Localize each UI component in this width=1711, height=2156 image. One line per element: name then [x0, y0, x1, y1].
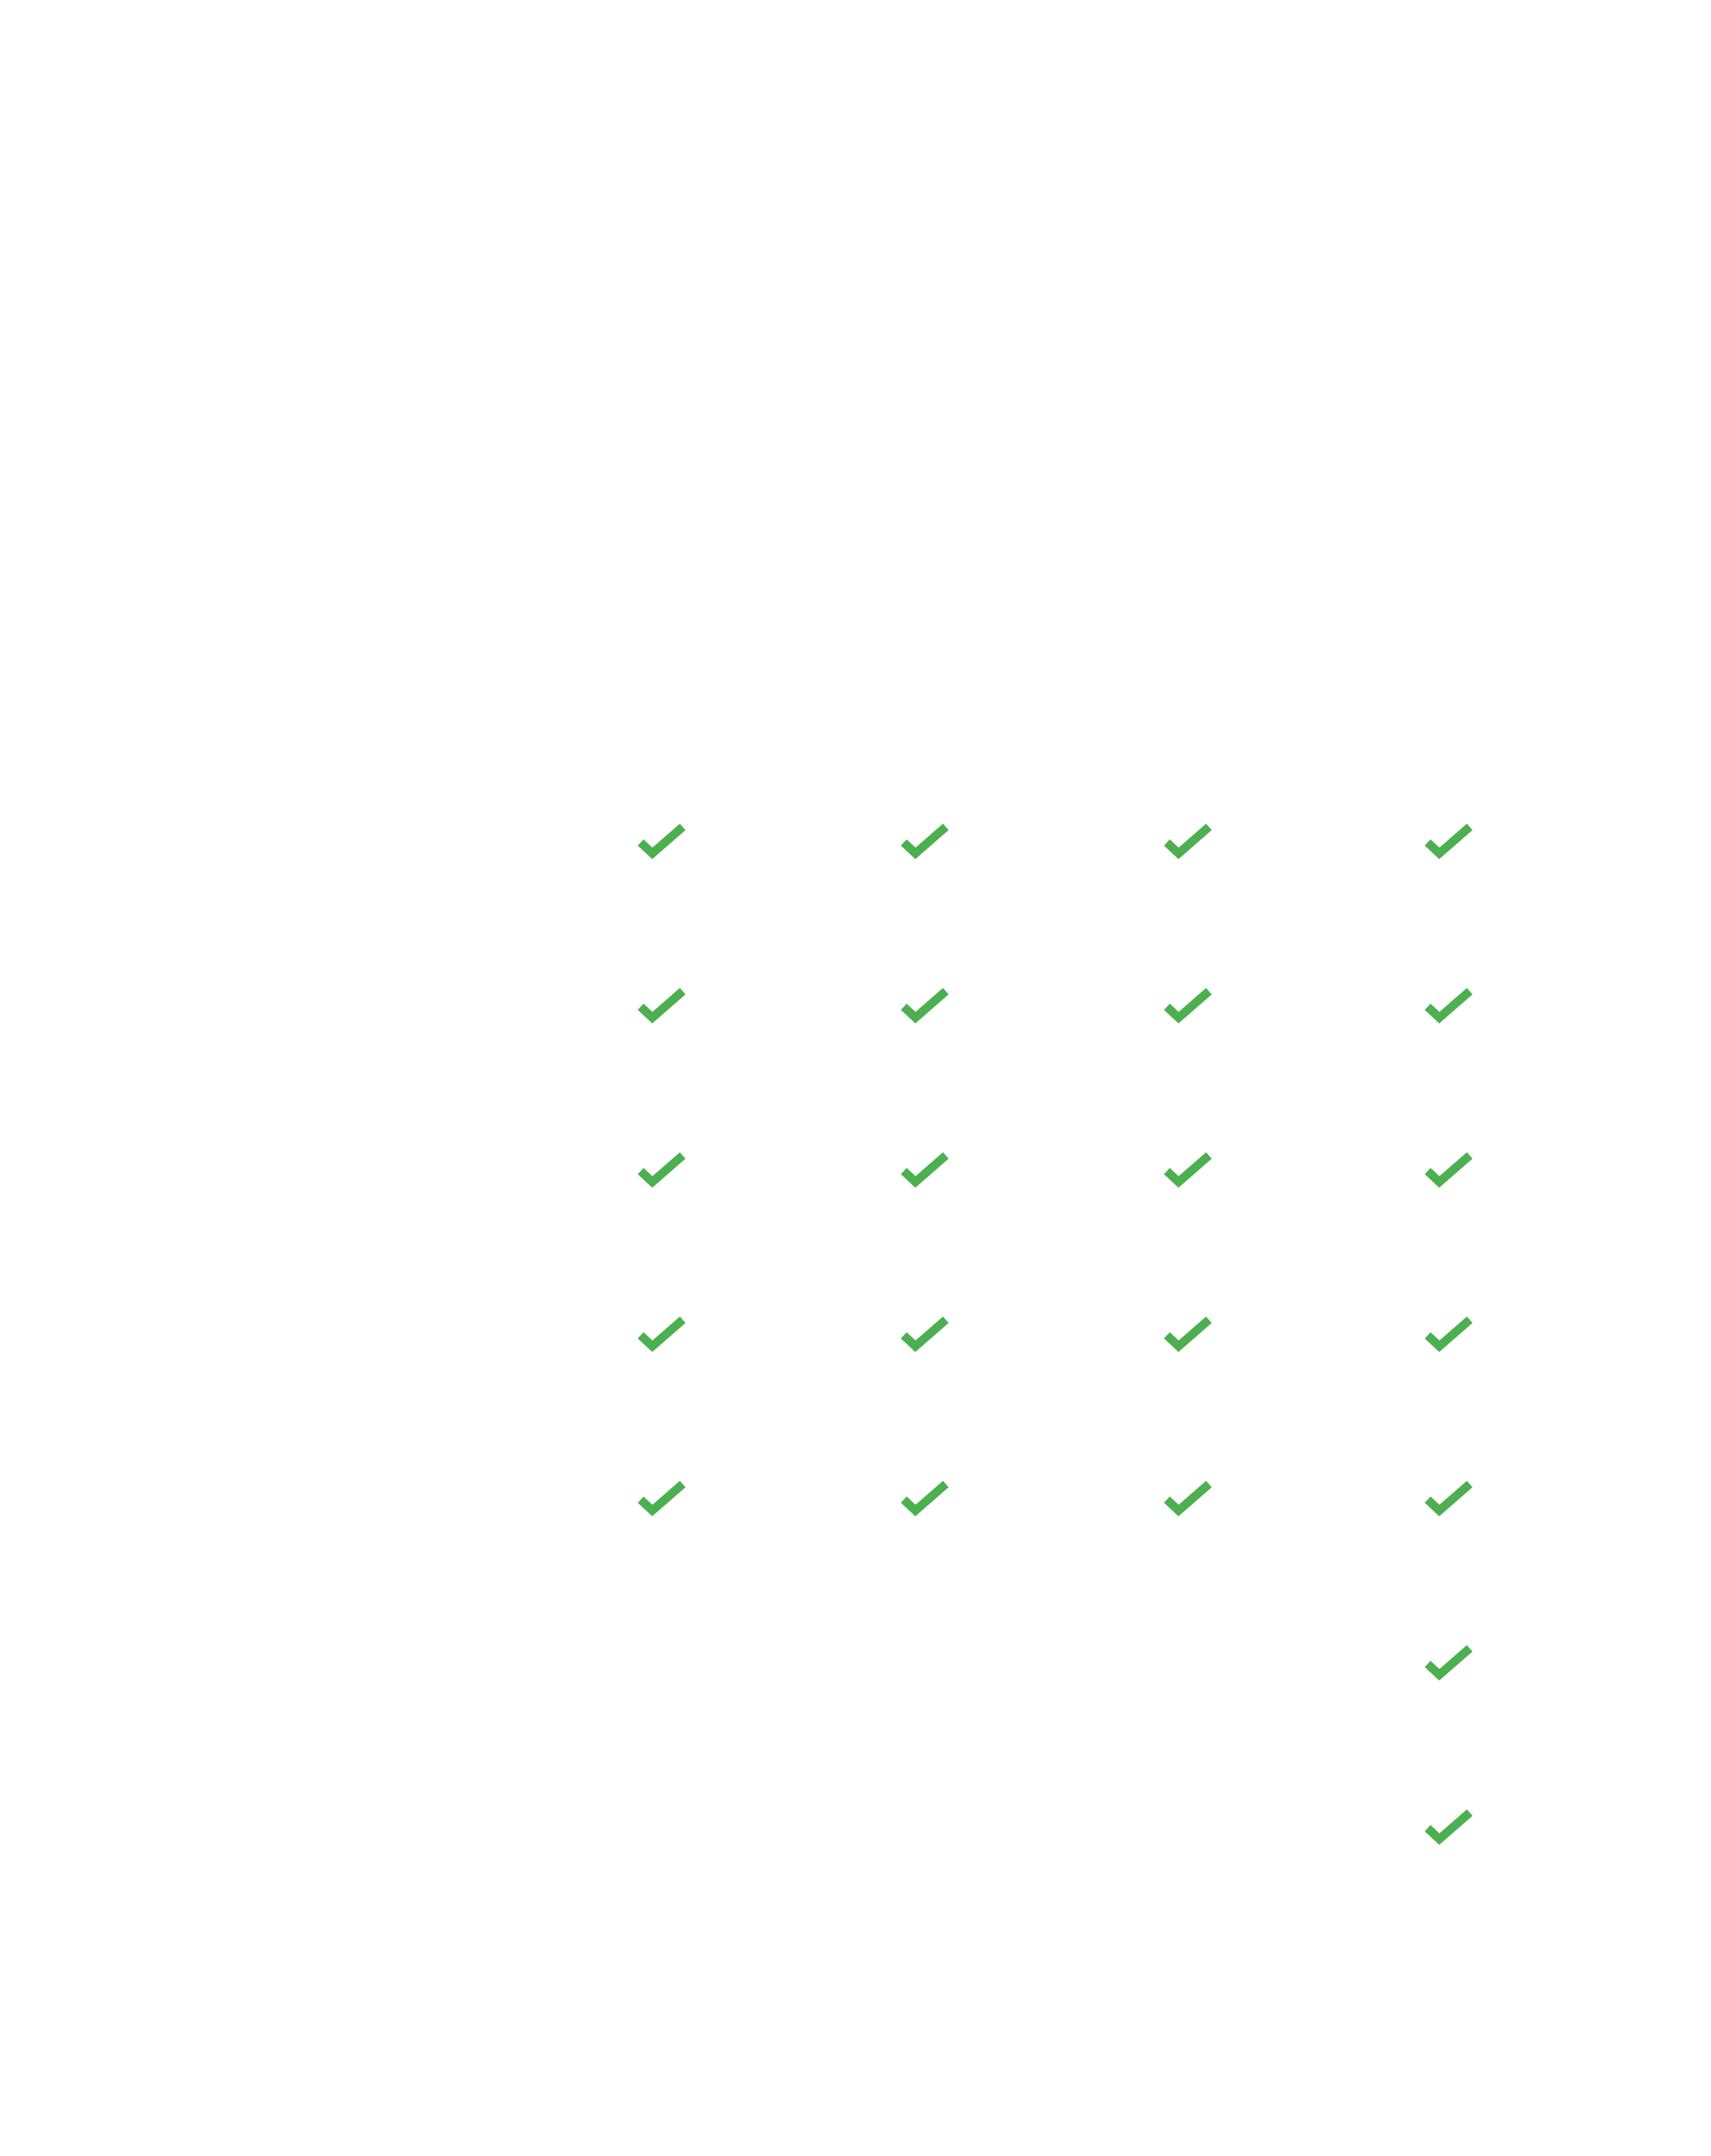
check-icon — [1164, 1314, 1214, 1354]
check-icon — [1164, 1478, 1214, 1518]
check-icon — [1164, 821, 1214, 861]
check-icon — [638, 1478, 687, 1518]
check-icon — [901, 1149, 950, 1190]
check-icon — [901, 1478, 950, 1518]
check-icon — [638, 821, 687, 861]
check-icon — [1164, 985, 1214, 1025]
check-icon — [638, 985, 687, 1025]
check-icon — [901, 985, 950, 1025]
check-icon — [901, 821, 950, 861]
check-icon — [1425, 1149, 1474, 1190]
check-icon — [1425, 821, 1474, 861]
check-icon — [638, 1149, 687, 1190]
check-icon — [1425, 1314, 1474, 1354]
check-icon — [1425, 1478, 1474, 1518]
check-icon — [901, 1314, 950, 1354]
check-icon — [1425, 985, 1474, 1025]
check-icon — [1164, 1149, 1214, 1190]
check-icon — [1425, 1806, 1474, 1847]
check-icon — [638, 1314, 687, 1354]
check-icon — [1425, 1642, 1474, 1683]
